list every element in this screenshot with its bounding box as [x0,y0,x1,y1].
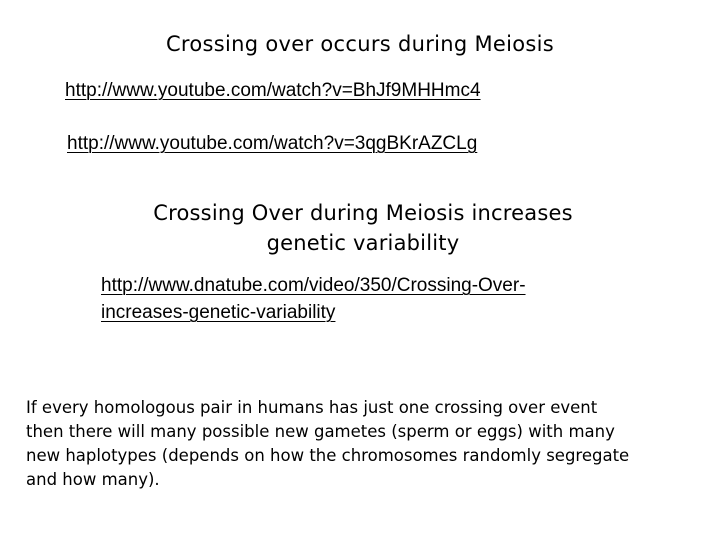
youtube-link-1[interactable]: http://www.youtube.com/watch?v=BhJf9MHHmc4 [65,80,481,101]
paragraph-line-4: and how many). [26,470,160,489]
dnatube-link-line-2[interactable]: increases-genetic-variability [101,302,336,323]
youtube-link-2[interactable]: http://www.youtube.com/watch?v=3qgBKrAZCLg [67,133,478,154]
paragraph-line-2: then there will many possible new gametes (sperm or eggs) with many [26,422,615,441]
paragraph-line-3: new haplotypes (depends on how the chromosomes randomly segregate [26,446,630,465]
paragraph-line-1: If every homologous pair in humans has just one crossing over event [26,398,598,417]
variability-heading-line-2: genetic variability [266,231,460,255]
dnatube-link-line-1[interactable]: http://www.dnatube.com/video/350/Crossing-Over- [101,275,526,296]
dnatube-link[interactable] [101,272,526,326]
variability-heading [0,198,720,258]
variability-heading-line-1: Crossing Over during Meiosis increases [153,201,573,225]
explanation-paragraph [26,396,696,492]
page-title: Crossing over occurs during Meiosis [165,32,555,56]
